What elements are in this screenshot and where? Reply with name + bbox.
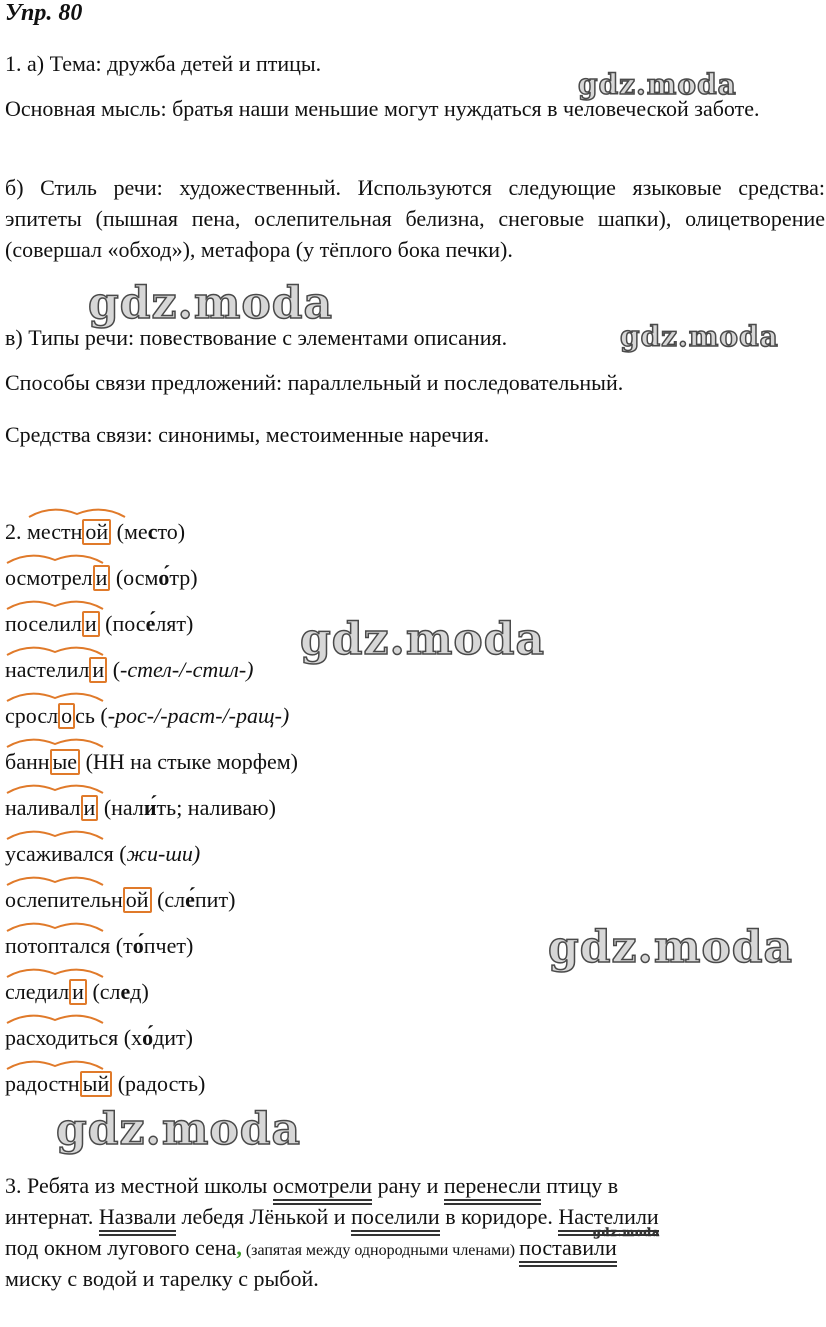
hint-text: (ме	[111, 519, 148, 544]
root-arc	[5, 870, 105, 886]
hint-text: (	[107, 657, 121, 682]
text-fragment: птицу в	[540, 1173, 619, 1198]
hint-text: (осм	[110, 565, 159, 590]
watermark: gdz.moda	[300, 614, 546, 665]
ending-box: и	[89, 657, 107, 683]
hint-tail: д)	[130, 979, 149, 1004]
section-number: 2.	[5, 519, 22, 544]
morpheme-row	[5, 656, 253, 684]
ending-box: и	[81, 795, 99, 821]
analyzed-word	[5, 702, 75, 730]
ending-box: ой	[82, 519, 111, 545]
word-stem: наливал	[5, 795, 81, 820]
watermark: gdz.moda	[593, 1226, 661, 1239]
analyzed-word	[5, 840, 114, 868]
predicate: Настелили	[558, 1204, 658, 1232]
hint-tail: пит)	[194, 887, 236, 912]
word-stem: местн	[27, 519, 83, 544]
ending-box: ые	[50, 749, 81, 775]
hint-text: (сл	[151, 887, 186, 912]
predicate: поставили	[519, 1235, 617, 1263]
predicate: осмотрели	[273, 1173, 372, 1201]
watermark: gdz.moda	[578, 68, 737, 101]
stressed-letter: е́	[145, 611, 156, 636]
exercise-title: Упр. 80	[5, 0, 83, 26]
analyzed-word	[5, 932, 110, 960]
speech-types: в) Типы речи: повествование с элементами описания.	[5, 325, 508, 350]
stressed-letter: о́	[132, 933, 144, 958]
sentence-line-4: миску с водой и тарелку с рыбой.	[5, 1266, 319, 1291]
analyzed-word	[5, 1024, 118, 1052]
hint-text: (нал	[98, 795, 144, 820]
morpheme-row	[5, 978, 149, 1006]
root-arc	[5, 732, 105, 748]
analyzed-word	[5, 886, 152, 914]
stressed-letter: е	[120, 979, 131, 1004]
link-ways: Способы связи предложений: параллельный и последовательный.	[5, 370, 624, 395]
style-paragraph: б) Стиль речи: художественный. Используются следующие языковые средства: эпитеты (пышная пена, ослепительная белизна, снеговые шапки), олицетворение (совершал «обход»), метафора (у тёплого бока печки).	[5, 175, 825, 262]
theme-line: 1. а) Тема: дружба детей и птицы.	[5, 51, 322, 76]
ending-box: и	[82, 611, 100, 637]
word-stem: сросл	[5, 703, 59, 728]
analyzed-word	[5, 794, 98, 822]
main-idea: Основная мысль: братья наши меньшие могут нуждаться в человеческой заботе.	[5, 96, 760, 121]
word-stem: радостн	[5, 1071, 80, 1096]
ending-box: о	[58, 703, 75, 729]
morpheme-row	[5, 748, 298, 776]
word-stem: настелил	[5, 657, 90, 682]
ending-box: и	[93, 565, 111, 591]
hint-text: (пос	[99, 611, 146, 636]
text-fragment: рану и	[372, 1173, 444, 1198]
root-arc	[5, 824, 105, 840]
morpheme-row	[5, 564, 198, 592]
hint-text: (радость)	[112, 1071, 206, 1096]
morpheme-row	[5, 610, 193, 638]
word-stem: потоптался	[5, 933, 111, 958]
hint-tail: лят)	[155, 611, 194, 636]
stressed-letter: о́	[142, 1025, 154, 1050]
ending-box: ый	[80, 1071, 113, 1097]
root-arc	[5, 1008, 105, 1024]
text-fragment: лебедя Лёнькой и	[176, 1204, 352, 1229]
hint-text: (х	[118, 1025, 143, 1050]
text-fragment: под окном лугового сена	[5, 1235, 237, 1260]
ending-box: и	[69, 979, 87, 1005]
root-arc	[5, 1054, 105, 1070]
text-fragment: в коридоре.	[439, 1204, 559, 1229]
morpheme-row	[5, 794, 276, 822]
hint-tail: пчет)	[143, 933, 194, 958]
root-arc	[5, 640, 105, 656]
predicate: перенесли	[444, 1173, 541, 1201]
morpheme-row	[5, 932, 193, 960]
analyzed-word	[5, 1070, 112, 1098]
comma-note: (запятая между однородными членами)	[241, 1242, 520, 1259]
ending-box: ой	[123, 887, 152, 913]
root-arc	[5, 962, 105, 978]
word-stem: ослепительн	[5, 887, 123, 912]
text-fragment: интернат.	[5, 1204, 99, 1229]
hint-tail: жи-ши)	[126, 841, 201, 866]
hint-tail: то)	[157, 519, 186, 544]
morpheme-row	[5, 702, 289, 730]
stressed-letter: и́	[143, 795, 157, 820]
root-arc	[5, 548, 105, 564]
root-arc	[5, 778, 105, 794]
stressed-letter: е́	[185, 887, 195, 912]
morpheme-row	[5, 840, 200, 868]
predicate: поселили	[351, 1204, 440, 1232]
hint-tail: ть; наливаю)	[156, 795, 276, 820]
watermark: gdz.moda	[88, 278, 334, 329]
hint-tail: дит)	[153, 1025, 194, 1050]
stressed-letter: с	[147, 519, 158, 544]
morpheme-row	[5, 1024, 193, 1052]
hint-tail: -рос-/-раст-/-ращ-)	[107, 703, 290, 728]
morpheme-row	[5, 518, 185, 546]
hint-text: (НН на стыке морфем)	[80, 749, 298, 774]
analyzed-word	[27, 518, 111, 546]
root-arc	[5, 686, 105, 702]
watermark: gdz.moda	[548, 922, 794, 973]
hint-text: (т	[110, 933, 133, 958]
word-stem: следил	[5, 979, 70, 1004]
sentence-line-1	[5, 1170, 825, 1201]
word-stem: осмотрел	[5, 565, 93, 590]
comma-mark: ,	[236, 1235, 242, 1260]
hint-tail: -стел-/-стил-)	[120, 657, 254, 682]
stressed-letter: о́	[158, 565, 170, 590]
hint-tail: тр)	[169, 565, 198, 590]
analyzed-word	[5, 610, 100, 638]
word-stem: усаживался	[5, 841, 114, 866]
sentence-line-3	[5, 1232, 825, 1266]
analyzed-word	[5, 564, 110, 592]
analyzed-word	[5, 978, 87, 1006]
sentence-line-2	[5, 1201, 825, 1232]
morpheme-row	[5, 886, 235, 914]
hint-text: сь (	[75, 703, 108, 728]
word-stem: поселил	[5, 611, 82, 636]
word-stem: банн	[5, 749, 50, 774]
root-arc	[27, 502, 127, 518]
watermark: gdz.moda	[620, 320, 779, 353]
watermark: gdz.moda	[56, 1104, 302, 1155]
analyzed-word	[5, 656, 107, 684]
hint-text: (сл	[86, 979, 121, 1004]
analyzed-word	[5, 748, 80, 776]
text-fragment: 3. Ребята из местной школы	[5, 1173, 273, 1198]
morpheme-row	[5, 1070, 205, 1098]
root-arc	[5, 916, 105, 932]
hint-text: (	[113, 841, 127, 866]
word-stem: расходиться	[5, 1025, 119, 1050]
link-means: Средства связи: синонимы, местоименные наречия.	[5, 422, 490, 447]
root-arc	[5, 594, 105, 610]
predicate: Назвали	[99, 1204, 176, 1232]
